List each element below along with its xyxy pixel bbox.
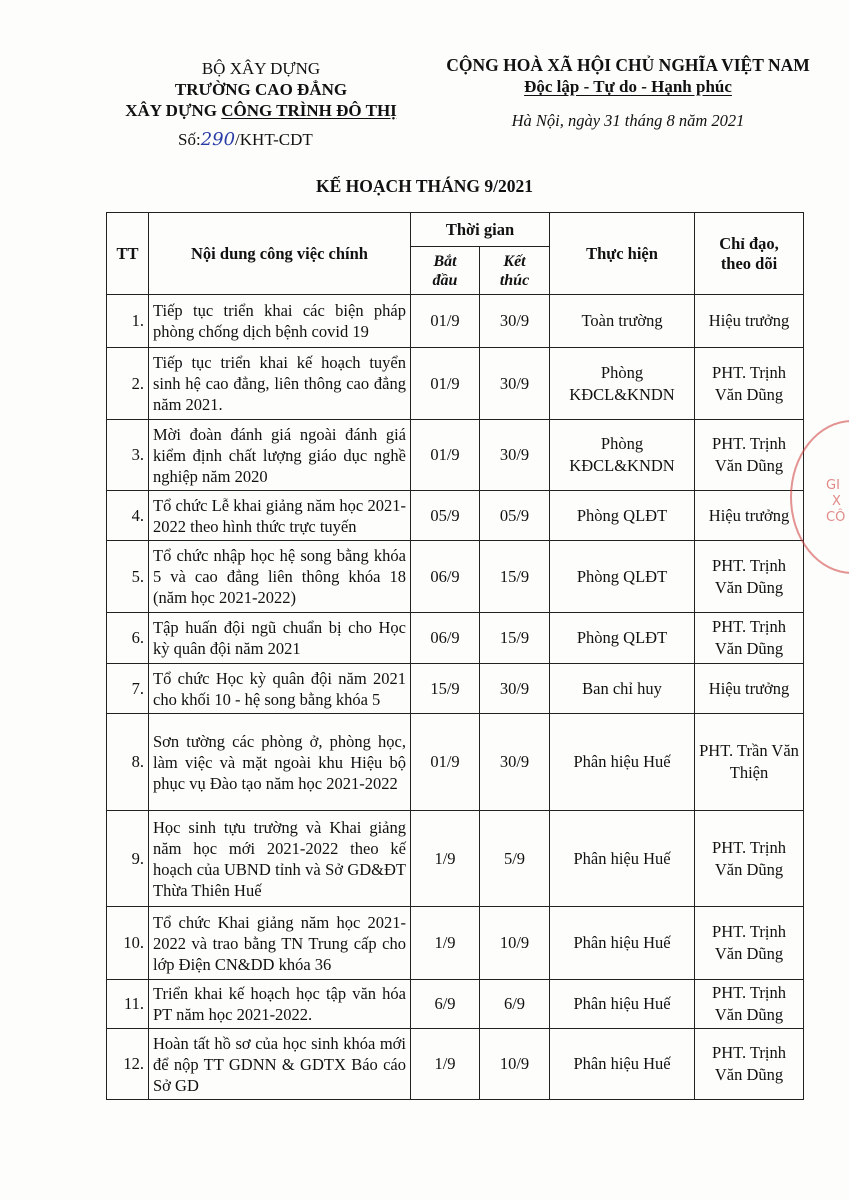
row-content: Tổ chức Lễ khai giảng năm học 2021-2022 theo hình thức trực tuyến bbox=[149, 491, 411, 541]
document-number bbox=[96, 129, 426, 150]
row-end: 10/9 bbox=[480, 907, 550, 980]
row-executor: Phân hiệu Huế bbox=[550, 980, 695, 1029]
plan-table bbox=[106, 212, 804, 1100]
row-start: 05/9 bbox=[411, 491, 480, 541]
table-row bbox=[107, 613, 804, 664]
row-supervisor: Hiệu trưởng bbox=[695, 491, 804, 541]
row-content: Tiếp tục triển khai các biện pháp phòng chống dịch bệnh covid 19 bbox=[149, 295, 411, 348]
row-start: 1/9 bbox=[411, 907, 480, 980]
header-end-line1: Kết bbox=[503, 252, 526, 270]
row-start: 01/9 bbox=[411, 714, 480, 811]
row-number: 7. bbox=[107, 664, 149, 714]
row-content: Mời đoàn đánh giá ngoài đánh giá kiểm định chất lượng giáo dục nghề nghiệp năm 2020 bbox=[149, 420, 411, 491]
row-end: 10/9 bbox=[480, 1029, 550, 1100]
issuer-block bbox=[96, 58, 426, 150]
header-supervisor bbox=[695, 213, 804, 295]
docno-prefix: Số: bbox=[178, 130, 201, 149]
document-title: KẾ HOẠCH THÁNG 9/2021 bbox=[316, 176, 533, 196]
header-tt: TT bbox=[107, 213, 149, 295]
ministry-name: BỘ XÂY DỰNG bbox=[201, 59, 321, 78]
row-start: 01/9 bbox=[411, 420, 480, 491]
row-number: 8. bbox=[107, 714, 149, 811]
row-number: 4. bbox=[107, 491, 149, 541]
table-row bbox=[107, 1029, 804, 1100]
row-number: 2. bbox=[107, 348, 149, 420]
row-executor: Phòng QLĐT bbox=[550, 613, 695, 664]
row-start: 01/9 bbox=[411, 295, 480, 348]
header-end bbox=[480, 247, 550, 295]
row-start: 1/9 bbox=[411, 811, 480, 907]
row-end: 15/9 bbox=[480, 613, 550, 664]
row-executor: Phòng QLĐT bbox=[550, 491, 695, 541]
document-date: Hà Nội, ngày 31 tháng 8 năm 2021 bbox=[511, 111, 745, 130]
table-row bbox=[107, 295, 804, 348]
row-number: 3. bbox=[107, 420, 149, 491]
row-supervisor: PHT. Trần Văn Thiện bbox=[695, 714, 804, 811]
row-end: 30/9 bbox=[480, 714, 550, 811]
row-supervisor: PHT. Trịnh Văn Dũng bbox=[695, 1029, 804, 1100]
header-start bbox=[411, 247, 480, 295]
row-content: Hoàn tất hồ sơ của học sinh khóa mới để nộp TT GDNN & GDTX Báo cáo Sở GD bbox=[149, 1029, 411, 1100]
header-supervisor-line1: Chỉ đạo, bbox=[719, 233, 779, 253]
seal-text-fragment: X bbox=[832, 494, 841, 509]
table-row bbox=[107, 811, 804, 907]
row-supervisor: Hiệu trưởng bbox=[695, 664, 804, 714]
docno-handwritten: 290 bbox=[200, 129, 236, 150]
row-end: 15/9 bbox=[480, 541, 550, 613]
table-row bbox=[107, 420, 804, 491]
row-content: Tập huấn đội ngũ chuẩn bị cho Học kỳ quân đội năm 2021 bbox=[149, 613, 411, 664]
row-content: Triển khai kế hoạch học tập văn hóa PT năm học 2021-2022. bbox=[149, 980, 411, 1029]
row-supervisor: PHT. Trịnh Văn Dũng bbox=[695, 907, 804, 980]
table-row bbox=[107, 980, 804, 1029]
school-name-line1: TRƯỜNG CAO ĐẲNG bbox=[174, 80, 348, 99]
row-supervisor: PHT. Trịnh Văn Dũng bbox=[695, 613, 804, 664]
row-executor: Phân hiệu Huế bbox=[550, 907, 695, 980]
header-start-line2: đầu bbox=[432, 271, 458, 289]
school-name-line2b: CÔNG TRÌNH ĐÔ THỊ bbox=[221, 101, 397, 120]
seal-text-fragment: GI bbox=[826, 478, 840, 493]
school-name-line2a: XÂY DỰNG bbox=[125, 101, 217, 120]
row-content: Tổ chức nhập học hệ song bằng khóa 5 và cao đẳng liên thông khóa 18 (năm học 2021-2022) bbox=[149, 541, 411, 613]
row-content: Học sinh tựu trường và Khai giảng năm học mới 2021-2022 theo kế hoạch của UBND tỉnh và Sở GD&ĐT Thừa Thiên Huế bbox=[149, 811, 411, 907]
row-supervisor: PHT. Trịnh Văn Dũng bbox=[695, 811, 804, 907]
table-row bbox=[107, 541, 804, 613]
row-end: 30/9 bbox=[480, 348, 550, 420]
table-row bbox=[107, 664, 804, 714]
row-content: Tổ chức Khai giảng năm học 2021-2022 và trao bằng TN Trung cấp cho lớp Điện CN&DD khóa 36 bbox=[149, 907, 411, 980]
row-executor: Phòng QLĐT bbox=[550, 541, 695, 613]
row-executor: Ban chỉ huy bbox=[550, 664, 695, 714]
row-end: 05/9 bbox=[480, 491, 550, 541]
table-row bbox=[107, 348, 804, 420]
table-row bbox=[107, 491, 804, 541]
header-end-line2: thúc bbox=[499, 271, 530, 289]
row-start: 06/9 bbox=[411, 613, 480, 664]
row-supervisor: PHT. Trịnh Văn Dũng bbox=[695, 348, 804, 420]
header-start-line1: Bắt bbox=[433, 252, 457, 270]
national-motto: Độc lập - Tự do - Hạnh phúc bbox=[524, 77, 732, 96]
row-start: 6/9 bbox=[411, 980, 480, 1029]
row-end: 30/9 bbox=[480, 664, 550, 714]
row-number: 1. bbox=[107, 295, 149, 348]
row-content: Sơn tường các phòng ở, phòng học, làm việc và mặt ngoài khu Hiệu bộ phục vụ Đào tạo năm học 2021-2022 bbox=[149, 714, 411, 811]
row-end: 30/9 bbox=[480, 295, 550, 348]
row-supervisor: PHT. Trịnh Văn Dũng bbox=[695, 420, 804, 491]
seal-text-fragment: CÔ bbox=[826, 510, 846, 525]
national-header bbox=[428, 54, 828, 132]
row-number: 11. bbox=[107, 980, 149, 1029]
row-executor: Toàn trường bbox=[550, 295, 695, 348]
row-content: Tổ chức Học kỳ quân đội năm 2021 cho khối 10 - hệ song bằng khóa 5 bbox=[149, 664, 411, 714]
row-executor: Phân hiệu Huế bbox=[550, 1029, 695, 1100]
row-end: 5/9 bbox=[480, 811, 550, 907]
row-number: 5. bbox=[107, 541, 149, 613]
header-executor: Thực hiện bbox=[550, 213, 695, 295]
school-name-line2 bbox=[96, 100, 426, 121]
row-content: Tiếp tục triển khai kế hoạch tuyển sinh hệ cao đẳng, liên thông cao đẳng năm 2021. bbox=[149, 348, 411, 420]
row-number: 12. bbox=[107, 1029, 149, 1100]
docno-suffix: /KHT-CDT bbox=[235, 130, 313, 149]
row-executor: Phân hiệu Huế bbox=[550, 714, 695, 811]
row-start: 01/9 bbox=[411, 348, 480, 420]
header-content: Nội dung công việc chính bbox=[149, 213, 411, 295]
table-row bbox=[107, 714, 804, 811]
row-end: 30/9 bbox=[480, 420, 550, 491]
row-start: 06/9 bbox=[411, 541, 480, 613]
row-executor: Phòng KĐCL&KNDN bbox=[550, 420, 695, 491]
national-title: CỘNG HOÀ XÃ HỘI CHỦ NGHĨA VIỆT NAM bbox=[446, 55, 810, 75]
row-executor: Phân hiệu Huế bbox=[550, 811, 695, 907]
row-supervisor: PHT. Trịnh Văn Dũng bbox=[695, 980, 804, 1029]
row-number: 9. bbox=[107, 811, 149, 907]
row-supervisor: Hiệu trưởng bbox=[695, 295, 804, 348]
row-supervisor: PHT. Trịnh Văn Dũng bbox=[695, 541, 804, 613]
row-number: 10. bbox=[107, 907, 149, 980]
row-start: 15/9 bbox=[411, 664, 480, 714]
header-supervisor-line2: theo dõi bbox=[720, 253, 778, 273]
row-number: 6. bbox=[107, 613, 149, 664]
row-start: 1/9 bbox=[411, 1029, 480, 1100]
row-end: 6/9 bbox=[480, 980, 550, 1029]
table-row bbox=[107, 907, 804, 980]
row-executor: Phòng KĐCL&KNDN bbox=[550, 348, 695, 420]
header-time: Thời gian bbox=[411, 213, 550, 247]
